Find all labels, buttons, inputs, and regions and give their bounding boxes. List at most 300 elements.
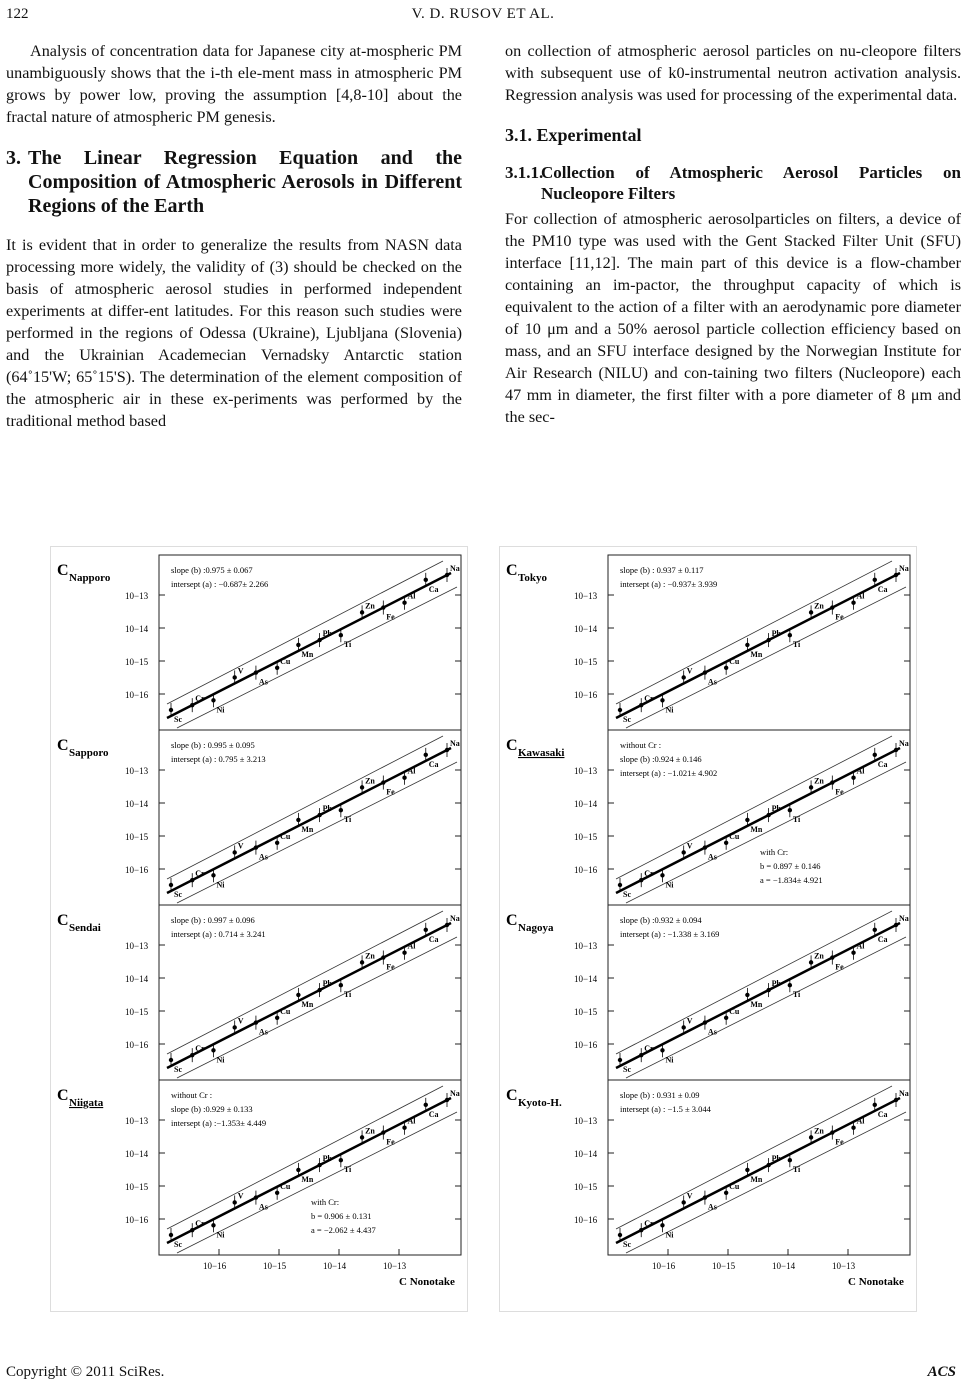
data-point [296,818,300,822]
element-label: Ca [877,934,888,944]
element-label: Pb [322,629,332,639]
data-point [703,1020,707,1024]
data-point [360,610,364,614]
x-tick-label: 10−13 [832,1261,856,1271]
y-tick-label: 10−16 [574,1040,598,1050]
city-name-label: Kyoto-H. [518,1097,562,1109]
fit-annotation: slope (b) : 0.997 ± 0.096 [171,915,255,925]
element-label: As [258,852,268,862]
element-label: V [686,1016,693,1026]
element-label: Fe [386,962,395,972]
data-point [894,1098,898,1102]
y-tick-label: 10−13 [574,591,598,601]
element-label: Ti [343,990,352,1000]
x-tick-label: 10−16 [652,1261,676,1271]
element-label: Mn [750,1174,763,1184]
element-label: Ti [343,815,352,825]
element-label: Sc [623,715,631,724]
element-label: Ca [877,584,888,594]
data-point [618,1058,622,1062]
fit-annotation-extra: a = −1.834± 4.921 [760,875,823,885]
data-point [618,708,622,712]
data-point [681,850,685,854]
data-point [424,928,428,932]
data-point [381,955,385,959]
element-label: V [686,666,693,676]
y-tick-label: 10−15 [125,832,149,842]
data-point [681,1025,685,1029]
city-axis-c-label: C [506,737,518,754]
y-tick-label: 10−15 [125,1182,149,1192]
element-label: Fe [386,612,395,622]
data-point [254,845,258,849]
y-tick-label: 10−16 [574,865,598,875]
element-label: Sc [174,715,182,724]
data-point [660,1223,664,1227]
data-point [873,1103,877,1107]
element-label: Cu [280,656,291,666]
element-label: V [237,1191,244,1201]
x-axis-label: C Nonotake [399,1276,455,1288]
y-tick-label: 10−13 [125,766,149,776]
element-label: Zn [365,776,375,786]
right-paragraph-2: For collection of atmospheric aerosolparticles on filters, a device of the PM10 type was used with the Gent Stacked Filter Unit (SFU) interface [11,12]. The main part of this device is a flow-chamber containing an im-pactor, the throughput capacity of which is equivalent to the action of a filter with an aerodynamic pore diameter of 10 μm and a 50% aerosol particle collection efficiency based on mass, and an SFU interface designed by the Norwegian Institute for Air Research (NILU) and con-taining two filters (Nucleopore) each 47 mm in diameter, the first filter with a pore diameter of 8 μm and the sec- [505,210,961,426]
city-axis-c-label: C [506,1087,518,1104]
city-axis-c-label: C [57,912,69,929]
element-label: Sc [623,1240,631,1249]
section-number: 3. [6,147,21,169]
fit-annotation: intersept (a) : 0.714 ± 3.241 [171,929,266,939]
element-label: Mn [750,999,763,1009]
fit-annotation: intersept (a) : −1.338 ± 3.169 [620,929,720,939]
data-point [830,955,834,959]
y-tick-label: 10−13 [125,941,149,951]
element-label: Cu [280,1181,291,1191]
y-tick-label: 10−13 [574,941,598,951]
element-label: Na [899,914,909,923]
data-point [809,785,813,789]
data-point [275,1191,279,1195]
data-point [381,605,385,609]
element-label: Fe [835,612,844,622]
data-point [851,1125,855,1129]
data-point [232,675,236,679]
element-label: V [686,1191,693,1201]
element-label: Cu [729,1181,740,1191]
fit-annotation-extra: with Cr: [311,1197,340,1207]
fit-annotation: intersept (a) :−1.353± 4.449 [171,1118,267,1128]
city-name-label: Napporo [69,572,111,584]
data-point [639,703,643,707]
element-label: Ni [216,880,225,890]
element-label: Ti [792,990,801,1000]
data-point [232,1200,236,1204]
city-axis-c-label: C [57,1087,69,1104]
data-point [339,1158,343,1162]
element-label: Ti [343,640,352,650]
data-point [445,923,449,927]
element-label: As [258,677,268,687]
element-label: Sc [174,1065,182,1074]
y-tick-label: 10−15 [125,657,149,667]
data-point [724,1016,728,1020]
fit-annotation: slope (b) : 0.937 ± 0.117 [620,565,704,575]
element-label: Al [856,1116,865,1126]
element-label: Cr [195,869,205,879]
data-point [402,950,406,954]
data-point [873,578,877,582]
data-point [445,748,449,752]
element-label: Cu [280,1006,291,1016]
data-point [381,1130,385,1134]
element-label: Ti [792,640,801,650]
element-label: Fe [386,1137,395,1147]
city-axis-c-label: C [57,737,69,754]
element-label: Ni [665,880,674,890]
y-tick-label: 10−15 [574,1182,598,1192]
city-name-label: Niigata [69,1097,104,1109]
data-point [360,1135,364,1139]
data-point [232,1025,236,1029]
fit-annotation: slope (b) :0.929 ± 0.133 [171,1104,253,1114]
fit-annotation: intersept (a) : −0.937± 3.939 [620,579,718,589]
element-label: Cu [729,831,740,841]
element-label: Sc [174,890,182,899]
data-point [211,873,215,877]
y-tick-label: 10−14 [125,624,149,634]
data-point [232,850,236,854]
y-tick-label: 10−13 [125,1116,149,1126]
footer-journal: ACS [927,1364,956,1380]
y-tick-label: 10−13 [574,766,598,776]
element-label: Al [407,591,416,601]
y-tick-label: 10−16 [574,1215,598,1225]
data-point [317,638,321,642]
element-label: Al [407,1116,416,1126]
footer-copyright: Copyright © 2011 SciRes. [6,1364,165,1380]
page-number: 122 [6,6,29,22]
element-label: Ca [428,759,439,769]
element-label: Cr [644,1219,654,1229]
data-point [360,960,364,964]
data-point [851,775,855,779]
data-point [169,883,173,887]
city-axis-c-label: C [57,562,69,579]
data-point [169,708,173,712]
y-tick-label: 10−14 [125,799,149,809]
left-paragraph-1: Analysis of concentration data for Japanese city at-mospheric PM unambiguously shows that the i-th ele-ment mass in atmospheric PM grows by power low, proving the assumption [4,8-10] about the fractal nature of atmospheric PM genesis. [6,42,462,126]
fit-annotation-extra: b = 0.897 ± 0.146 [760,861,821,871]
element-label: V [686,841,693,851]
data-point [894,923,898,927]
data-point [788,808,792,812]
data-point [169,1233,173,1237]
data-point [317,1163,321,1167]
element-label: Cr [644,694,654,704]
subsubsection-number: 3.1.1. [505,163,544,182]
data-point [681,675,685,679]
element-label: As [258,1027,268,1037]
data-point [190,703,194,707]
element-label: Al [856,941,865,951]
fit-annotation: intersept (a) : −1.021± 4.902 [620,768,718,778]
element-label: Ti [792,815,801,825]
city-name-label: Sendai [69,922,101,934]
fit-annotation: slope (b) : 0.931 ± 0.09 [620,1090,700,1100]
element-label: Zn [365,951,375,961]
data-point [275,1016,279,1020]
data-point [445,1098,449,1102]
subsubsection-heading [505,162,961,204]
element-label: Ni [665,1055,674,1065]
x-tick-label: 10−14 [323,1261,347,1271]
data-point [851,600,855,604]
running-head-text: V. D. RUSOV ET AL. [411,6,555,22]
element-label: Mn [301,1174,314,1184]
element-label: Zn [814,951,824,961]
data-point [190,878,194,882]
data-point [402,600,406,604]
data-point [830,1130,834,1134]
y-tick-label: 10−14 [574,799,598,809]
data-point [724,666,728,670]
data-point [254,670,258,674]
left-column [6,40,462,432]
y-tick-label: 10−14 [125,1149,149,1159]
fit-annotation-extra: a = −2.062 ± 4.437 [311,1225,376,1235]
data-point [745,643,749,647]
data-point [660,1048,664,1052]
data-point [275,666,279,670]
data-point [851,950,855,954]
data-point [660,873,664,877]
fit-annotation: slope (b) :0.975 ± 0.067 [171,565,253,575]
data-point [190,1053,194,1057]
data-point [190,1228,194,1232]
element-label: Ni [665,705,674,715]
figure-right-panel [499,546,917,1312]
data-point [317,988,321,992]
fit-annotation: intersept (a) : −0.687± 2.266 [171,579,269,589]
element-label: Fe [386,787,395,797]
y-tick-label: 10−16 [125,1040,149,1050]
element-label: Pb [771,629,781,639]
fit-annotation-extra: b = 0.906 ± 0.131 [311,1211,372,1221]
element-label: Ti [792,1165,801,1175]
y-tick-label: 10−13 [125,591,149,601]
fit-annotation-extra: with Cr: [760,847,789,857]
x-tick-label: 10−14 [772,1261,796,1271]
data-point [681,1200,685,1204]
element-label: V [237,1016,244,1026]
y-tick-label: 10−15 [574,1007,598,1017]
data-point [703,1195,707,1199]
fit-annotation: slope (b) : 0.995 ± 0.095 [171,740,255,750]
data-point [339,633,343,637]
data-point [424,1103,428,1107]
data-point [788,633,792,637]
y-tick-label: 10−16 [125,865,149,875]
y-tick-label: 10−16 [125,1215,149,1225]
element-label: Na [899,1089,909,1098]
y-tick-label: 10−16 [574,690,598,700]
data-point [724,841,728,845]
fit-annotation: slope (b) :0.924 ± 0.146 [620,754,702,764]
data-point [766,988,770,992]
data-point [809,1135,813,1139]
data-point [639,1053,643,1057]
element-label: Pb [771,804,781,814]
element-label: Ca [877,1109,888,1119]
city-axis-c-label: C [506,562,518,579]
left-paragraph-2: It is evident that in order to generalize the results from NASN data processing more widely, the validity of (3) should be checked on the basis of atmospheric aerosol studies in performed independent experiments at differ-ent latitudes. For this reason such studies were performed in the regions of Odessa (Ukraine), Ljubljana (Slovenia) and the Ukrainian Academecian Vernadsky Antarctic station (64˚15'W; 65˚15'S). The determination of the element composition of the atmospheric air in these ex-periments was performed by the traditional method based [6,236,462,430]
element-label: Fe [835,1137,844,1147]
data-point [873,928,877,932]
element-label: Mn [301,999,314,1009]
figure-left-panel [50,546,468,1312]
figure-left-svg [51,547,467,1311]
data-point [660,698,664,702]
data-point [254,1195,258,1199]
data-point [703,670,707,674]
element-label: Na [899,564,909,573]
element-label: Cu [280,831,291,841]
city-name-label: Sapporo [69,747,109,759]
data-point [360,785,364,789]
element-label: Al [407,766,416,776]
element-label: Al [856,591,865,601]
element-label: Ni [665,1230,674,1240]
data-point [766,813,770,817]
data-point [211,1223,215,1227]
data-point [211,698,215,702]
element-label: As [707,1202,717,1212]
data-point [830,780,834,784]
element-label: Fe [835,962,844,972]
element-label: Na [450,1089,460,1098]
data-point [402,775,406,779]
element-label: Na [899,739,909,748]
element-label: Cr [644,1044,654,1054]
element-label: Pb [322,804,332,814]
fit-annotation: intersept (a) : −1.5 ± 3.044 [620,1104,711,1114]
element-label: As [707,1027,717,1037]
data-point [766,638,770,642]
element-label: Ni [216,705,225,715]
city-name-label: Tokyo [518,572,547,584]
element-label: V [237,841,244,851]
data-point [424,578,428,582]
element-label: Ca [428,584,439,594]
element-label: Fe [835,787,844,797]
x-tick-label: 10−15 [263,1261,287,1271]
element-label: Cu [729,1006,740,1016]
element-label: Pb [322,979,332,989]
data-point [618,883,622,887]
data-point [169,1058,173,1062]
y-tick-label: 10−14 [125,974,149,984]
element-label: As [707,852,717,862]
figure-right-svg [500,547,916,1311]
x-tick-label: 10−15 [712,1261,736,1271]
fit-annotation: without Cr : [171,1090,213,1100]
subsubsection-title: Collection of Atmospheric Aerosol Particles on Nucleopore Filters [541,163,961,203]
data-point [381,780,385,784]
element-label: Zn [814,776,824,786]
element-label: Cr [644,869,654,879]
subsection-heading: 3.1. Experimental [505,125,642,145]
element-label: Ni [216,1230,225,1240]
element-label: Cr [195,694,205,704]
x-tick-label: 10−13 [383,1261,407,1271]
data-point [339,983,343,987]
x-axis-label: C Nonotake [848,1276,904,1288]
element-label: Pb [771,1154,781,1164]
element-label: As [707,677,717,687]
element-label: Mn [750,649,763,659]
data-point [809,960,813,964]
element-label: Cr [195,1219,205,1229]
element-label: Sc [623,890,631,899]
city-name-label: Nagoya [518,922,554,934]
data-point [766,1163,770,1167]
element-label: Na [450,739,460,748]
element-label: Zn [365,1126,375,1136]
section-heading [6,146,462,218]
city-name-label: Kawasaki [518,747,565,759]
y-tick-label: 10−14 [574,624,598,634]
data-point [339,808,343,812]
element-label: Na [450,914,460,923]
data-point [296,993,300,997]
element-label: Zn [814,1126,824,1136]
y-tick-label: 10−13 [574,1116,598,1126]
element-label: Na [450,564,460,573]
right-column [505,40,961,428]
city-axis-c-label: C [506,912,518,929]
data-point [724,1191,728,1195]
fit-annotation: intersept (a) : 0.795 ± 3.213 [171,754,266,764]
data-point [424,753,428,757]
y-tick-label: 10−14 [574,974,598,984]
element-label: Pb [771,979,781,989]
element-label: Cr [195,1044,205,1054]
y-tick-label: 10−14 [574,1149,598,1159]
element-label: Zn [365,601,375,611]
data-point [809,610,813,614]
data-point [296,1168,300,1172]
data-point [894,573,898,577]
element-label: Mn [301,824,314,834]
right-paragraph-1: on collection of atmospheric aerosol particles on nu-cleopore filters with subsequent use of k0-instrumental neutron activation analysis. Regression analysis was used for processing of the experimental data. [505,42,961,104]
data-point [788,1158,792,1162]
data-point [703,845,707,849]
y-tick-label: 10−15 [574,657,598,667]
y-tick-label: 10−15 [125,1007,149,1017]
data-point [254,1020,258,1024]
data-point [745,818,749,822]
data-point [275,841,279,845]
data-point [317,813,321,817]
data-point [788,983,792,987]
data-point [873,753,877,757]
element-label: Sc [174,1240,182,1249]
element-label: Mn [750,824,763,834]
data-point [445,573,449,577]
data-point [745,1168,749,1172]
element-label: Pb [322,1154,332,1164]
data-point [618,1233,622,1237]
